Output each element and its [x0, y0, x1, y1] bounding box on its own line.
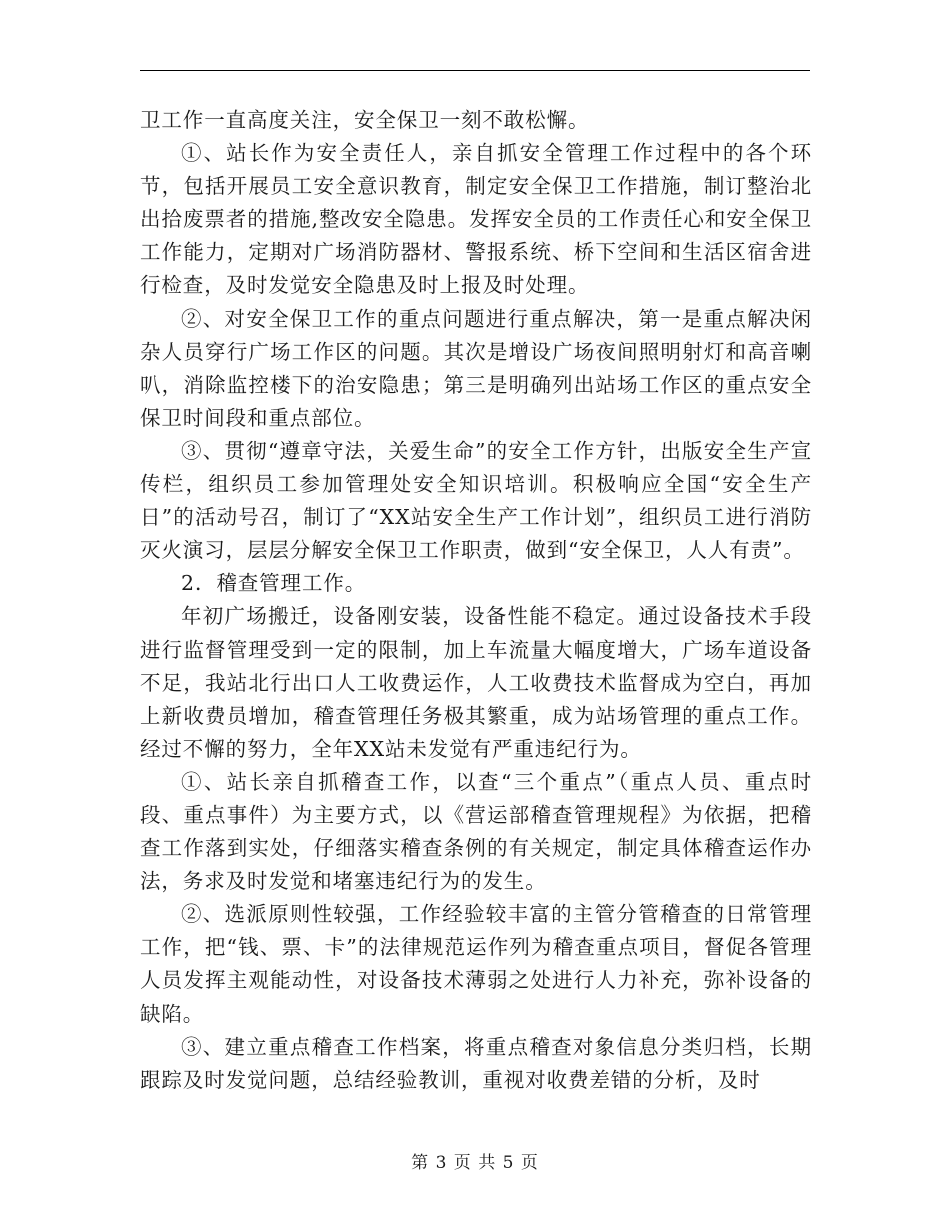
paragraph-8: ③、建立重点稽查工作档案，将重点稽查对象信息分类归档，长期跟踪及时发觉问题，总结经验教训，重视对收费差错的分析，及时 [140, 1034, 812, 1092]
paragraph-6: ①、站长亲自抓稽查工作，以查“三个重点”（重点人员、重点时段、重点事件）为主要方式，以《营运部稽查管理规程》为依据，把稽查工作落到实处，仔细落实稽查条例的有关规定，制定具体稽查运作办法，务求及时发觉和堵塞违纪行为的发生。 [140, 769, 812, 894]
paragraph-3: ③、贯彻“遵章守法，关爱生命”的安全工作方针，出版安全生产宣传栏，组织员工参加管理处安全知识培训。积极响应全国“安全生产日”的活动号召，制订了“XX站安全生产工作计划”，组织员工进行消防灭火演习，层层分解安全保卫工作职责，做到“安全保卫，人人有责”。 [140, 438, 812, 563]
paragraph-1: ①、站长作为安全责任人，亲自抓安全管理工作过程中的各个环节，包括开展员工安全意识教育，制定安全保卫工作措施，制订整治北出拾废票者的措施,整改安全隐患。发挥安全员的工作责任心和安全保卫工作能力，定期对广场消防器材、警报系统、桥下空间和生活区宿舍进行检查，及时发觉安全隐患及时上报及时处理。 [140, 141, 812, 298]
paragraph-2: ②、对安全保卫工作的重点问题进行重点解决，第一是重点解决闲杂人员穿行广场工作区的问题。其次是增设广场夜间照明射灯和高音喇叭，消除监控楼下的治安隐患；第三是明确列出站场工作区的重点安全保卫时间段和重点部位。 [140, 306, 812, 430]
header-rule [140, 70, 810, 71]
paragraph-0: 卫工作一直高度关注，安全保卫一刻不敢松懈。 [140, 108, 590, 132]
paragraph-5: 年初广场搬迁，设备刚安装，设备性能不稳定。通过设备技术手段进行监督管理受到一定的限制，加上车流量大幅度增大，广场车道设备不足，我站北行出口人工收费运作，人工收费技术监督成为空白，再加上新收费员增加，稽查管理任务极其繁重，成为站场管理的重点工作。经过不懈的努力，全年XX站未发觉有严重违纪行为。 [140, 604, 812, 761]
document-body [140, 104, 812, 1097]
page-number-footer: 第 3 页 共 5 页 [411, 1153, 539, 1173]
section-heading-inspection: 2．稽查管理工作。 [181, 571, 367, 596]
paragraph-7: ②、选派原则性较强，工作经验较丰富的主管分管稽查的日常管理工作，把“钱、票、卡”的法律规范运作列为稽查重点项目，督促各管理人员发挥主观能动性，对设备技术薄弱之处进行人力补充，弥补设备的缺陷。 [140, 902, 812, 1026]
